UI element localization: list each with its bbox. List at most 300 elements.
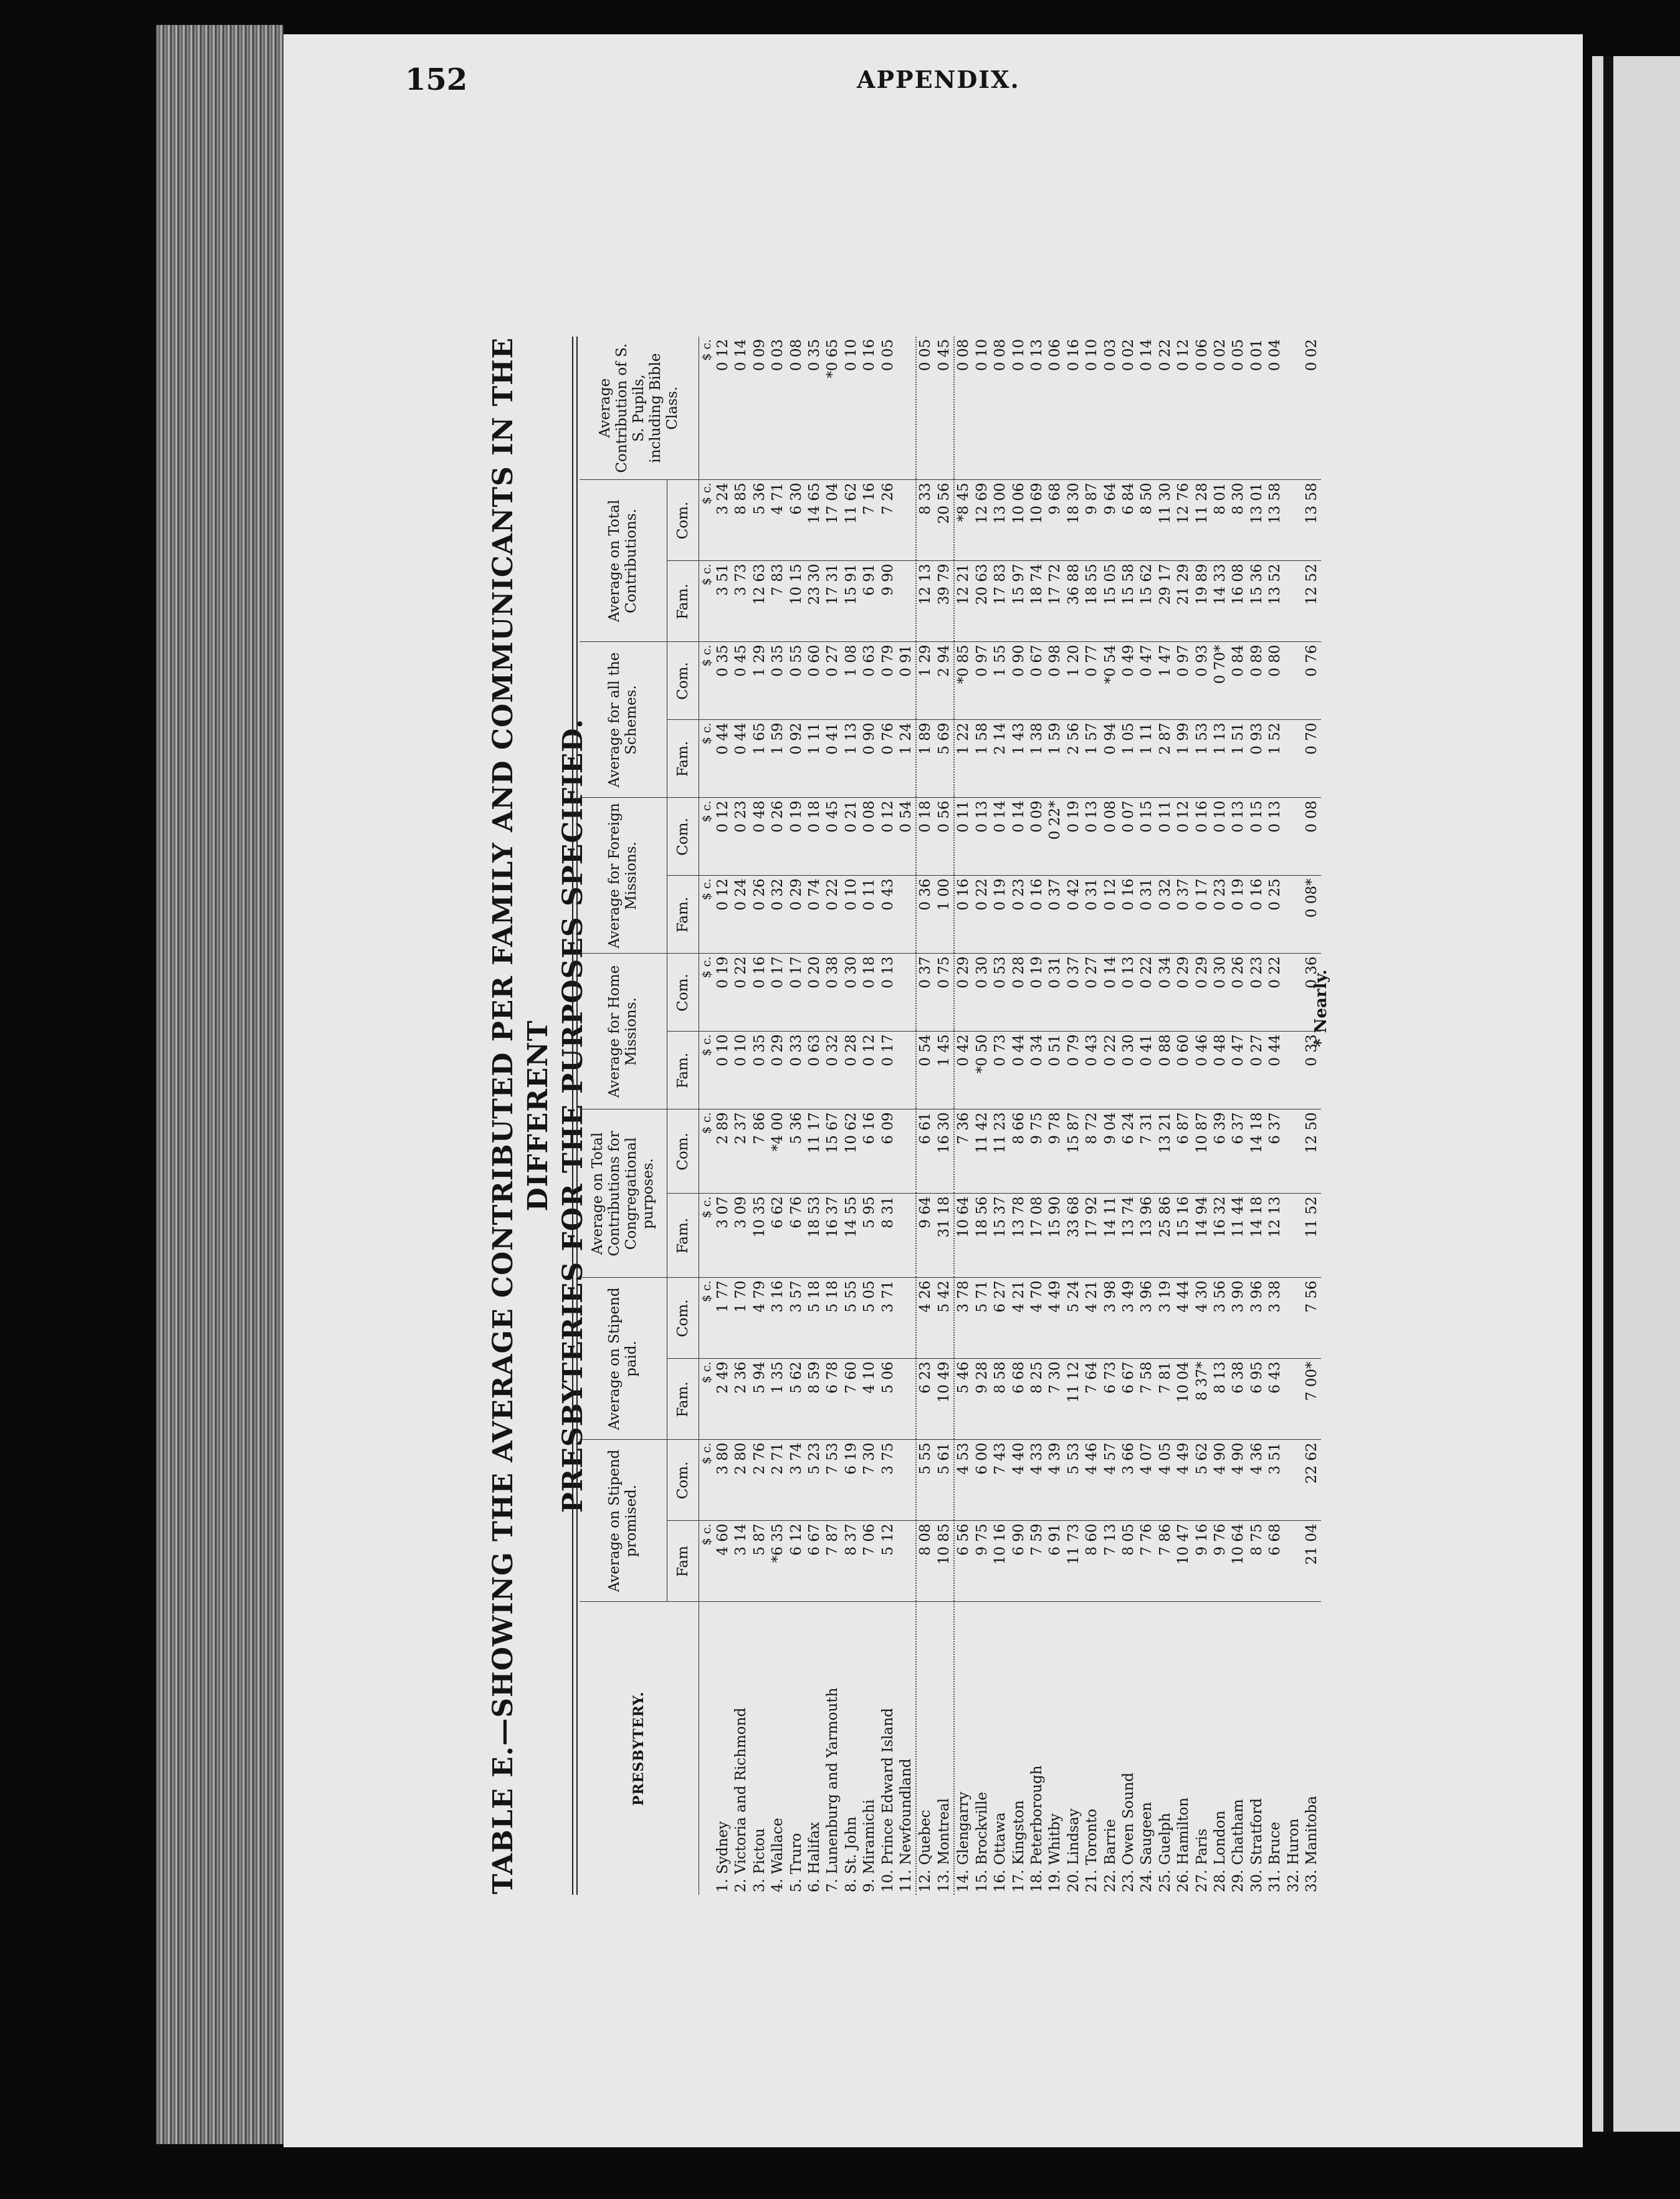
- value-cell: 17 04: [824, 480, 842, 561]
- value-cell: 8 08: [916, 1521, 935, 1602]
- value-cell: 0 02: [1120, 337, 1138, 480]
- presbytery-name: 6. Halifax: [806, 1822, 823, 1892]
- value-cell: 10 35: [751, 1194, 769, 1278]
- value-cell: 0 12: [714, 337, 732, 480]
- value-cell: *0 85: [954, 642, 973, 720]
- unit-cell: $ c.: [699, 1194, 715, 1278]
- value-cell: 0 01: [1248, 337, 1266, 480]
- presbytery-name: 8. St. John: [842, 1816, 859, 1892]
- value-cell: 5 55: [916, 1440, 935, 1521]
- value-cell: [1285, 1440, 1303, 1521]
- value-cell: 0 19: [991, 876, 1009, 954]
- value-cell: 7 58: [1138, 1359, 1156, 1440]
- value-cell: 14 18: [1248, 1109, 1266, 1194]
- value-cell: 3 51: [714, 561, 732, 642]
- table-row: [916, 337, 935, 1895]
- value-cell: 5 61: [935, 1440, 954, 1521]
- value-cell: 0 56: [935, 798, 954, 876]
- value-cell: 0 19: [1065, 798, 1083, 876]
- value-cell: 0 51: [1046, 1032, 1064, 1109]
- value-cell: 1 47: [1157, 642, 1175, 720]
- value-cell: 0 37: [1046, 876, 1064, 954]
- value-cell: 5 23: [806, 1440, 824, 1521]
- value-cell: 8 50: [1138, 480, 1156, 561]
- value-cell: 4 10: [861, 1359, 879, 1440]
- value-cell: 0 22: [1157, 337, 1175, 480]
- value-cell: 18 55: [1083, 561, 1101, 642]
- value-cell: 9 76: [1211, 1521, 1229, 1602]
- value-cell: 3 38: [1266, 1278, 1284, 1359]
- value-cell: 7 53: [824, 1440, 842, 1521]
- value-cell: 0 09: [1028, 798, 1046, 876]
- value-cell: 0 18: [806, 798, 824, 876]
- presbytery-name: 33. Manitoba: [1304, 1796, 1320, 1892]
- value-cell: 0 13: [1120, 954, 1138, 1032]
- value-cell: 36 88: [1065, 561, 1083, 642]
- value-cell: 0 26: [769, 798, 787, 876]
- value-cell: 5 62: [788, 1359, 806, 1440]
- value-cell: 10 87: [1193, 1109, 1211, 1194]
- value-cell: 13 52: [1266, 561, 1284, 642]
- value-cell: 1 55: [991, 642, 1009, 720]
- value-cell: 1 65: [751, 720, 769, 798]
- unit-cell: $ c.: [699, 1032, 715, 1109]
- value-cell: 4 71: [769, 480, 787, 561]
- value-cell: 5 18: [824, 1278, 842, 1359]
- value-cell: 6 78: [824, 1359, 842, 1440]
- value-cell: 8 30: [1229, 480, 1248, 561]
- value-cell: 6 61: [916, 1109, 935, 1194]
- value-cell: 10 62: [842, 1109, 861, 1194]
- value-cell: 19 89: [1193, 561, 1211, 642]
- unit-cell: $ c.: [699, 720, 715, 798]
- value-cell: 0 23: [1248, 954, 1266, 1032]
- value-cell: 0 35: [714, 642, 732, 720]
- value-cell: 15 36: [1248, 561, 1266, 642]
- value-cell: 12 21: [954, 561, 973, 642]
- value-cell: 0 76: [1303, 642, 1321, 720]
- value-cell: 7 31: [1138, 1109, 1156, 1194]
- value-cell: [1285, 1521, 1303, 1602]
- value-cell: 0 08*: [1303, 876, 1321, 954]
- value-cell: 0 93: [1248, 720, 1266, 798]
- value-cell: 0 42: [954, 1032, 973, 1109]
- value-cell: 3 75: [879, 1440, 897, 1521]
- rotated-table-block: [486, 337, 1421, 1895]
- value-cell: 0 38: [824, 954, 842, 1032]
- value-cell: 1 08: [842, 642, 861, 720]
- value-cell: 17 31: [824, 561, 842, 642]
- value-cell: 13 78: [1010, 1194, 1028, 1278]
- value-cell: 0 70*: [1211, 642, 1229, 720]
- value-cell: 0 29: [1193, 954, 1211, 1032]
- value-cell: 18 53: [806, 1194, 824, 1278]
- value-cell: [897, 1194, 916, 1278]
- group-header-total-contributions: Average on Total Contributions.: [580, 480, 667, 642]
- value-cell: 0 05: [879, 337, 897, 480]
- value-cell: 15 90: [1046, 1194, 1064, 1278]
- value-cell: 2 36: [732, 1359, 750, 1440]
- value-cell: 0 10: [1010, 337, 1028, 480]
- value-cell: 15 37: [991, 1194, 1009, 1278]
- value-cell: 0 11: [1157, 798, 1175, 876]
- table-row: [935, 337, 954, 1895]
- value-cell: 1 13: [842, 720, 861, 798]
- value-cell: [1285, 561, 1303, 642]
- value-cell: 0 14: [732, 337, 750, 480]
- value-cell: 3 19: [1157, 1278, 1175, 1359]
- value-cell: 4 07: [1138, 1440, 1156, 1521]
- value-cell: 3 98: [1102, 1278, 1120, 1359]
- value-cell: 22 62: [1303, 1440, 1321, 1521]
- value-cell: 0 75: [935, 954, 954, 1032]
- group-header-stipend-promised: Average on Stipend promised.: [580, 1440, 667, 1602]
- value-cell: 0 23: [1010, 876, 1028, 954]
- value-cell: 16 32: [1211, 1194, 1229, 1278]
- value-cell: 4 70: [1028, 1278, 1046, 1359]
- table-row: [751, 337, 769, 1895]
- value-cell: 1 89: [916, 720, 935, 798]
- value-cell: 17 08: [1028, 1194, 1046, 1278]
- value-cell: 9 87: [1083, 480, 1101, 561]
- value-cell: 7 59: [1028, 1521, 1046, 1602]
- value-cell: 0 06: [1046, 337, 1064, 480]
- table-row: [861, 337, 879, 1895]
- value-cell: 7 87: [824, 1521, 842, 1602]
- value-cell: 14 11: [1102, 1194, 1120, 1278]
- value-cell: 0 54: [916, 1032, 935, 1109]
- value-cell: 4 60: [714, 1521, 732, 1602]
- value-cell: 6 27: [991, 1278, 1009, 1359]
- value-cell: *8 45: [954, 480, 973, 561]
- value-cell: 0 42: [1065, 876, 1083, 954]
- value-cell: 11 73: [1065, 1521, 1083, 1602]
- presbytery-name: 17. Kingston: [1010, 1800, 1027, 1892]
- value-cell: 0 16: [1120, 876, 1138, 954]
- value-cell: 0 18: [916, 798, 935, 876]
- value-cell: 1 59: [1046, 720, 1064, 798]
- value-cell: 0 35: [751, 1032, 769, 1109]
- presbytery-name: 16. Ottawa: [992, 1812, 1009, 1892]
- value-cell: 9 16: [1193, 1521, 1211, 1602]
- presbytery-name: 15. Brockville: [973, 1791, 990, 1892]
- value-cell: 0 33: [1303, 1032, 1321, 1109]
- value-cell: 14 94: [1193, 1194, 1211, 1278]
- value-cell: 9 64: [916, 1194, 935, 1278]
- value-cell: 9 64: [1102, 480, 1120, 561]
- value-cell: 12 63: [751, 561, 769, 642]
- value-cell: [1285, 720, 1303, 798]
- value-cell: 15 87: [1065, 1109, 1083, 1194]
- presbytery-name: 25. Guelph: [1157, 1813, 1173, 1892]
- value-cell: 18 56: [973, 1194, 991, 1278]
- value-cell: 4 40: [1010, 1440, 1028, 1521]
- value-cell: 6 16: [861, 1109, 879, 1194]
- value-cell: 4 36: [1248, 1440, 1266, 1521]
- value-cell: 0 45: [935, 337, 954, 480]
- value-cell: 6 68: [1010, 1359, 1028, 1440]
- value-cell: 0 08: [1303, 798, 1321, 876]
- value-cell: 4 05: [1157, 1440, 1175, 1521]
- unit-cell: $ c.: [699, 337, 715, 480]
- value-cell: 0 08: [1102, 798, 1120, 876]
- value-cell: 0 02: [1303, 337, 1321, 480]
- value-cell: 0 30: [1120, 1032, 1138, 1109]
- value-cell: 3 73: [732, 561, 750, 642]
- value-cell: 1 11: [1138, 720, 1156, 798]
- value-cell: 0 14: [991, 798, 1009, 876]
- value-cell: 17 83: [991, 561, 1009, 642]
- value-cell: 0 12: [861, 1032, 879, 1109]
- value-cell: 0 45: [824, 798, 842, 876]
- table-row: [973, 337, 991, 1895]
- unit-cell: $ c.: [699, 1109, 715, 1194]
- subheader-cell: Fam.: [667, 1194, 699, 1278]
- value-cell: 0 43: [879, 876, 897, 954]
- value-cell: 6 67: [806, 1521, 824, 1602]
- presbytery-name: 20. Lindsay: [1065, 1808, 1082, 1892]
- value-cell: 0 13: [1083, 798, 1101, 876]
- value-cell: 1 51: [1229, 720, 1248, 798]
- value-cell: 3 96: [1248, 1278, 1266, 1359]
- value-cell: 0 63: [806, 1032, 824, 1109]
- table-row: [1065, 337, 1083, 1895]
- value-cell: 6 23: [916, 1359, 935, 1440]
- value-cell: 0 35: [806, 337, 824, 480]
- value-cell: 0 08: [861, 798, 879, 876]
- value-cell: 6 67: [1120, 1359, 1138, 1440]
- value-cell: 8 59: [806, 1359, 824, 1440]
- value-cell: 0 22*: [1046, 798, 1064, 876]
- value-cell: 0 92: [788, 720, 806, 798]
- value-cell: 11 42: [973, 1109, 991, 1194]
- value-cell: 8 72: [1083, 1109, 1101, 1194]
- presbytery-name: 27. Paris: [1193, 1828, 1210, 1892]
- value-cell: 11 28: [1193, 480, 1211, 561]
- value-cell: 4 46: [1083, 1440, 1101, 1521]
- subheader-cell: Com.: [667, 798, 699, 876]
- value-cell: 1 52: [1266, 720, 1284, 798]
- presbytery-name: 22. Barrie: [1102, 1819, 1119, 1892]
- value-cell: 5 94: [751, 1359, 769, 1440]
- value-cell: 1 57: [1083, 720, 1101, 798]
- table-row: [714, 337, 732, 1895]
- presbytery-name: 11. Newfoundland: [898, 1758, 915, 1892]
- value-cell: 0 94: [1102, 720, 1120, 798]
- value-cell: 8 25: [1028, 1359, 1046, 1440]
- value-cell: 0 79: [1065, 1032, 1083, 1109]
- value-cell: 0 19: [1028, 954, 1046, 1032]
- value-cell: 11 23: [991, 1109, 1009, 1194]
- value-cell: 10 06: [1010, 480, 1028, 561]
- value-cell: 3 90: [1229, 1278, 1248, 1359]
- value-cell: 0 29: [954, 954, 973, 1032]
- unit-cell: $ c.: [699, 954, 715, 1032]
- value-cell: [1285, 1194, 1303, 1278]
- group-header-all-schemes: Average for all the Schemes.: [580, 642, 667, 798]
- value-cell: 5 42: [935, 1278, 954, 1359]
- value-cell: [897, 480, 916, 561]
- value-cell: 4 30: [1193, 1278, 1211, 1359]
- value-cell: 3 24: [714, 480, 732, 561]
- value-cell: 1 58: [973, 720, 991, 798]
- group-header-home-missions: Average for Home Missions.: [580, 954, 667, 1109]
- value-cell: 6 12: [788, 1521, 806, 1602]
- value-cell: 0 07: [1120, 798, 1138, 876]
- value-cell: 0 27: [1248, 1032, 1266, 1109]
- value-cell: 5 36: [751, 480, 769, 561]
- value-cell: 0 16: [954, 876, 973, 954]
- value-cell: 1 13: [1211, 720, 1229, 798]
- value-cell: 0 15: [1138, 798, 1156, 876]
- value-cell: 6 38: [1229, 1359, 1248, 1440]
- value-cell: 6 09: [879, 1109, 897, 1194]
- subheader-cell: Fam.: [667, 876, 699, 954]
- unit-cell: $ c.: [699, 561, 715, 642]
- value-cell: 0 10: [714, 1032, 732, 1109]
- value-cell: 1 11: [806, 720, 824, 798]
- value-cell: 0 08: [991, 337, 1009, 480]
- value-cell: 0 21: [842, 798, 861, 876]
- value-cell: 0 97: [1175, 642, 1193, 720]
- value-cell: 2 14: [991, 720, 1009, 798]
- value-cell: 13 58: [1266, 480, 1284, 561]
- value-cell: 0 13: [1229, 798, 1248, 876]
- value-cell: 1 53: [1193, 720, 1211, 798]
- value-cell: [897, 876, 916, 954]
- value-cell: 0 10: [732, 1032, 750, 1109]
- value-cell: 0 36: [916, 876, 935, 954]
- value-cell: 0 80: [1266, 642, 1284, 720]
- value-cell: 0 36: [1303, 954, 1321, 1032]
- value-cell: 8 85: [732, 480, 750, 561]
- value-cell: 29 17: [1157, 561, 1175, 642]
- table-title-line1: TABLE E.—SHOWING THE AVERAGE CONTRIBUTED PER FAMILY AND COMMUNICANTS IN THE DIFFERENT: [487, 337, 554, 1895]
- value-cell: 0 03: [1102, 337, 1120, 480]
- value-cell: 4 57: [1102, 1440, 1120, 1521]
- value-cell: 0 14: [1138, 337, 1156, 480]
- value-cell: 10 04: [1175, 1359, 1193, 1440]
- value-cell: 7 30: [861, 1440, 879, 1521]
- value-cell: 0 44: [1010, 1032, 1028, 1109]
- value-cell: 1 99: [1175, 720, 1193, 798]
- value-cell: 0 76: [879, 720, 897, 798]
- subheader-cell: Fam: [667, 1521, 699, 1602]
- value-cell: 0 41: [1138, 1032, 1156, 1109]
- table-row: [879, 337, 897, 1895]
- presbytery-name: 14. Glengarry: [954, 1602, 973, 1895]
- value-cell: 6 95: [1248, 1359, 1266, 1440]
- value-cell: 12 13: [1266, 1194, 1284, 1278]
- value-cell: 0 10: [973, 337, 991, 480]
- value-cell: 0 90: [861, 720, 879, 798]
- value-cell: 13 21: [1157, 1109, 1175, 1194]
- value-cell: 0 16: [1193, 798, 1211, 876]
- value-cell: 4 26: [916, 1278, 935, 1359]
- value-cell: 17 92: [1083, 1194, 1101, 1278]
- subheader-cell: Fam.: [667, 720, 699, 798]
- value-cell: 0 30: [973, 954, 991, 1032]
- value-cell: 12 76: [1175, 480, 1193, 561]
- value-cell: 12 69: [973, 480, 991, 561]
- table-body: [714, 337, 1321, 1895]
- value-cell: [1285, 798, 1303, 876]
- subheader-cell: Fam.: [667, 1359, 699, 1440]
- value-cell: 0 30: [1211, 954, 1229, 1032]
- value-cell: 0 29: [1175, 954, 1193, 1032]
- value-cell: 3 80: [714, 1440, 732, 1521]
- book-page-edges: [156, 25, 284, 2144]
- value-cell: *0 50: [973, 1032, 991, 1109]
- gutter-shadow: [1603, 56, 1613, 2132]
- value-cell: 15 62: [1138, 561, 1156, 642]
- value-cell: 0 91: [897, 642, 916, 720]
- table-row: [954, 337, 973, 1895]
- value-cell: 0 11: [861, 876, 879, 954]
- value-cell: 7 76: [1138, 1521, 1156, 1602]
- value-cell: 6 56: [954, 1521, 973, 1602]
- table-row: [1229, 337, 1248, 1895]
- value-cell: 3 56: [1211, 1278, 1229, 1359]
- table-row: [1175, 337, 1193, 1895]
- value-cell: 1 38: [1028, 720, 1046, 798]
- value-cell: 0 89: [1248, 642, 1266, 720]
- value-cell: 0 22: [1102, 1032, 1120, 1109]
- presbytery-name: 3. Pictou: [751, 1828, 768, 1892]
- table-title-line2: PRESBYTERIES FOR THE PURPOSES SPECIFIED.: [557, 718, 589, 1513]
- value-cell: 14 18: [1248, 1194, 1266, 1278]
- presbytery-name: 28. London: [1211, 1810, 1228, 1892]
- value-cell: 10 69: [1028, 480, 1046, 561]
- table-row: [1303, 337, 1321, 1895]
- running-head: APPENDIX.: [857, 65, 1020, 93]
- value-cell: 0 88: [1157, 1032, 1175, 1109]
- value-cell: 0 23: [732, 798, 750, 876]
- value-cell: 0 14: [1010, 798, 1028, 876]
- subheader-cell: Com.: [667, 1109, 699, 1194]
- value-cell: [897, 1359, 916, 1440]
- value-cell: 13 01: [1248, 480, 1266, 561]
- value-cell: 11 62: [842, 480, 861, 561]
- value-cell: 0 10: [1211, 798, 1229, 876]
- value-cell: 0 93: [1193, 642, 1211, 720]
- value-cell: 0 16: [1065, 337, 1083, 480]
- value-cell: 12 52: [1303, 561, 1321, 642]
- value-cell: 9 04: [1102, 1109, 1120, 1194]
- value-cell: 3 49: [1120, 1278, 1138, 1359]
- value-cell: 3 09: [732, 1194, 750, 1278]
- value-cell: 4 79: [751, 1278, 769, 1359]
- value-cell: 10 64: [1229, 1521, 1248, 1602]
- group-header-stipend-paid: Average on Stipend paid.: [580, 1278, 667, 1440]
- value-cell: *4 00: [769, 1109, 787, 1194]
- value-cell: 8 60: [1083, 1521, 1101, 1602]
- value-cell: 0 32: [769, 876, 787, 954]
- value-cell: 10 47: [1175, 1521, 1193, 1602]
- value-cell: 1 29: [751, 642, 769, 720]
- value-cell: [897, 1109, 916, 1194]
- presbytery-name: 7. Lunenburg and Yarmouth: [824, 1687, 841, 1892]
- value-cell: 0 17: [1193, 876, 1211, 954]
- table-head: [580, 337, 714, 1895]
- value-cell: 4 33: [1028, 1440, 1046, 1521]
- value-cell: 8 05: [1120, 1521, 1138, 1602]
- value-cell: 0 47: [1229, 1032, 1248, 1109]
- value-cell: 15 16: [1175, 1194, 1193, 1278]
- value-cell: 0 12: [1175, 798, 1193, 876]
- value-cell: 8 33: [916, 480, 935, 561]
- value-cell: 4 21: [1010, 1278, 1028, 1359]
